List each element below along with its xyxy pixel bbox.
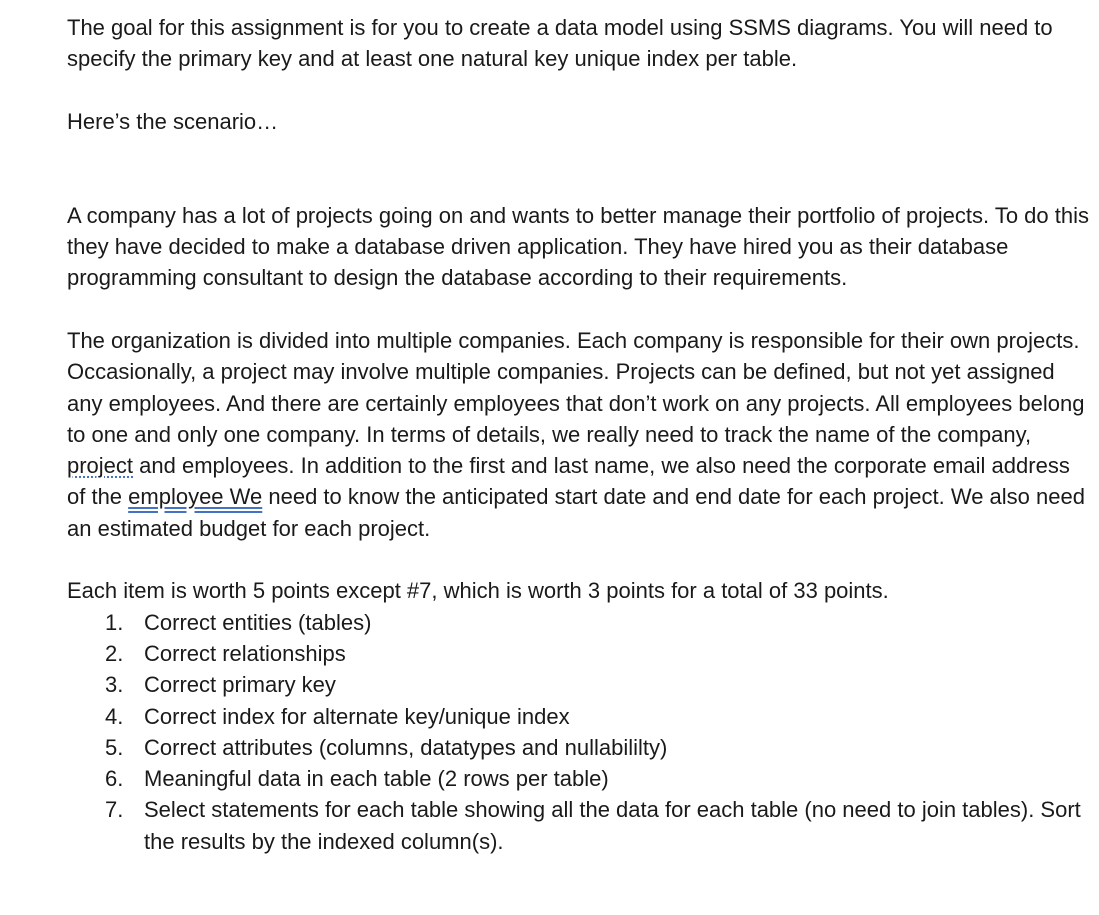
scenario-heading: Here’s the scenario… xyxy=(67,108,279,134)
list-text: Select statements for each table showing all the data for each table (no need to join tables). Sort the results by the indexed column(s). xyxy=(144,797,1081,854)
org-text-part3: need to know the anticipated start date and end date for each project. We also need an estimated budget for each project. xyxy=(67,484,1085,541)
organization-paragraph xyxy=(67,325,1092,544)
intro-paragraph: The goal for this assignment is for you to create a data model using SSMS diagrams. You will need to specify the primary key and at least one natural key unique index per table. xyxy=(67,15,1053,72)
blank-line xyxy=(67,168,1092,199)
list-number: 5. xyxy=(105,734,124,760)
list-text: Meaningful data in each table (2 rows per table) xyxy=(144,766,609,792)
list-text: Correct attributes (columns, datatypes and nullabililty) xyxy=(144,734,668,760)
org-text-part1: The organization is divided into multiple companies. Each company is responsible for their own projects. Occasionally, a project may involve multiple companies. Projects can be defined, but not yet assigned any employees. And there are certainly employees that don’t work on any projects. All employees belong to one and only one company. In terms of details, we really need to track the name of the company, xyxy=(67,327,1085,447)
list-text: Correct primary key xyxy=(144,672,336,698)
grading-list xyxy=(67,607,1092,857)
list-text: Correct relationships xyxy=(144,640,346,666)
list-item xyxy=(67,763,1092,794)
list-text: Correct index for alternate key/unique index xyxy=(144,703,570,729)
list-item xyxy=(67,732,1092,763)
list-number: 3. xyxy=(105,672,124,698)
list-item xyxy=(67,701,1092,732)
list-item xyxy=(67,638,1092,669)
list-number: 1. xyxy=(105,609,124,635)
list-item xyxy=(67,607,1092,638)
grammar-flag-employee: employee We xyxy=(128,484,263,510)
list-number: 6. xyxy=(105,766,124,792)
list-number: 4. xyxy=(105,703,124,729)
org-text-part2: and employees. In addition to the first and last name, we also need the corporate email address of the xyxy=(67,453,1070,510)
list-item xyxy=(67,794,1092,857)
document-page xyxy=(67,12,1092,857)
grading-intro: Each item is worth 5 points except #7, which is worth 3 points for a total of 33 points. xyxy=(67,578,889,604)
list-number: 7. xyxy=(105,797,124,823)
company-paragraph: A company has a lot of projects going on and wants to better manage their portfolio of projects. To do this they have decided to make a database driven application. They have hired you as their database programming consultant to design the database according to their requirements. xyxy=(67,202,1089,291)
grammar-flag-project: project xyxy=(67,453,134,479)
list-item xyxy=(67,669,1092,700)
list-text: Correct entities (tables) xyxy=(144,609,372,635)
list-number: 2. xyxy=(105,640,124,666)
